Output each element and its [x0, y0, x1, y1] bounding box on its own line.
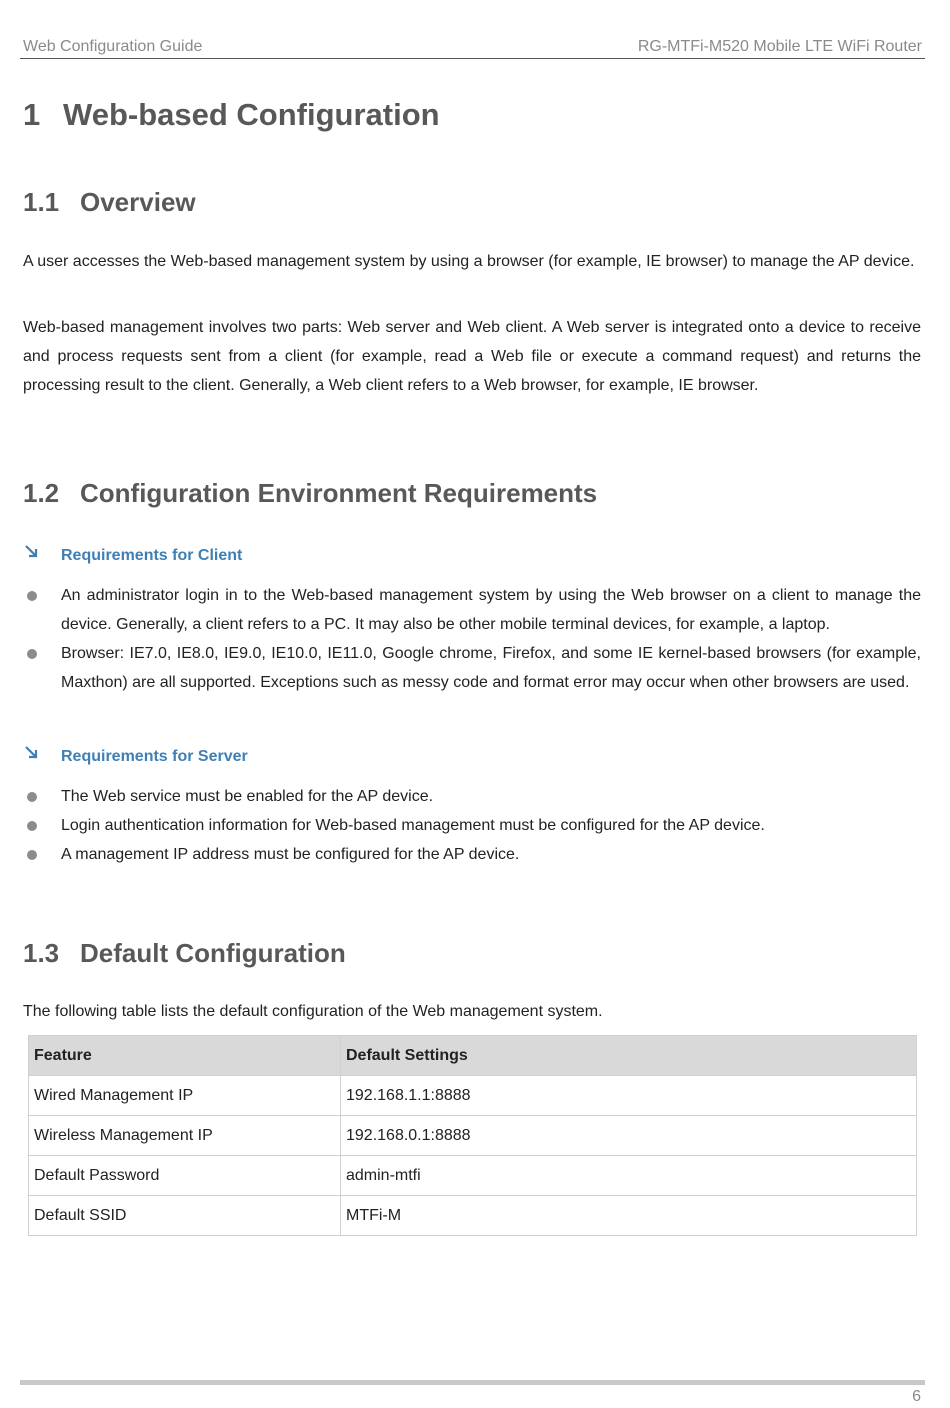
section-title: Configuration Environment Requirements — [80, 478, 598, 508]
subheading-server-label: Requirements for Server — [61, 748, 248, 765]
bullet-icon — [27, 792, 37, 802]
table-cell-value: admin-mtfi — [341, 1156, 917, 1196]
server-requirements-list — [23, 782, 921, 869]
column-header-default-settings: Default Settings — [341, 1036, 917, 1076]
list-item — [23, 639, 921, 697]
chapter-heading — [23, 97, 440, 133]
footer-divider — [20, 1380, 925, 1385]
client-requirements-list — [23, 581, 921, 697]
defaults-intro: The following table lists the default configuration of the Web management system. — [23, 1003, 603, 1020]
bullet-icon — [27, 649, 37, 659]
list-item-text: Browser: IE7.0, IE8.0, IE9.0, IE10.0, IE11.0, Google chrome, Firefox, and some IE kernel-based browsers (for example, Maxthon) are all supported. Exceptions such as messy code and format error may occur when other browsers are used. — [61, 645, 921, 691]
page-number: 6 — [912, 1388, 921, 1405]
subheading-client-label: Requirements for Client — [61, 547, 243, 564]
header-product-name: RG-MTFi-M520 Mobile LTE WiFi Router — [637, 38, 922, 55]
table-cell-value: 192.168.0.1:8888 — [341, 1116, 917, 1156]
overview-paragraph-1: A user accesses the Web-based management system by using a browser (for example, IE browser) to manage the AP device. — [23, 253, 915, 270]
list-item — [23, 811, 921, 840]
section-number: 1.1 — [23, 187, 60, 217]
arrow-down-right-icon — [23, 544, 61, 565]
table-cell-feature: Wired Management IP — [29, 1076, 341, 1116]
list-item — [23, 782, 921, 811]
table-cell-feature: Wireless Management IP — [29, 1116, 341, 1156]
subheading-client — [23, 544, 242, 565]
bullet-icon — [27, 821, 37, 831]
chapter-number: 1 — [23, 97, 41, 132]
table-cell-feature: Default SSID — [29, 1196, 341, 1236]
section-title: Overview — [80, 187, 196, 217]
column-header-feature: Feature — [29, 1036, 341, 1076]
overview-paragraph-2: Web-based management involves two parts: Web server and Web client. A Web server is integrated onto a device to receive and process requests sent from a client (for example, read a Web file or execute a command request) and returns the processing result to the client. Generally, a Web client refers to a Web browser, for example, IE browser. — [23, 319, 921, 394]
bullet-icon — [27, 591, 37, 601]
table-cell-value: MTFi-M — [341, 1196, 917, 1236]
subheading-server — [23, 745, 248, 766]
arrow-down-right-icon — [23, 745, 61, 766]
default-config-table — [28, 1035, 917, 1236]
table-row — [29, 1076, 917, 1116]
section-heading-requirements — [23, 478, 597, 509]
section-heading-defaults — [23, 938, 346, 969]
table-cell-value: 192.168.1.1:8888 — [341, 1076, 917, 1116]
section-number: 1.3 — [23, 938, 60, 968]
list-item — [23, 840, 921, 869]
table-row — [29, 1196, 917, 1236]
list-item-text: The Web service must be enabled for the AP device. — [61, 788, 434, 805]
list-item-text: Login authentication information for Web-based management must be configured for the AP device. — [61, 817, 765, 834]
section-heading-overview — [23, 187, 196, 218]
table-row — [29, 1116, 917, 1156]
list-item-text: A management IP address must be configured for the AP device. — [61, 846, 520, 863]
list-item — [23, 581, 921, 639]
bullet-icon — [27, 850, 37, 860]
table-cell-feature: Default Password — [29, 1156, 341, 1196]
table-header-row — [29, 1036, 917, 1076]
table-row — [29, 1156, 917, 1196]
list-item-text: An administrator login in to the Web-based management system by using the Web browser on a client to manage the device. Generally, a client refers to a PC. It may also be other mobile terminal devices, for example, a laptop. — [61, 587, 921, 633]
section-number: 1.2 — [23, 478, 60, 508]
chapter-title: Web-based Configuration — [63, 97, 440, 132]
section-title: Default Configuration — [80, 938, 346, 968]
header-doc-title: Web Configuration Guide — [23, 38, 203, 55]
header-divider — [20, 58, 925, 59]
